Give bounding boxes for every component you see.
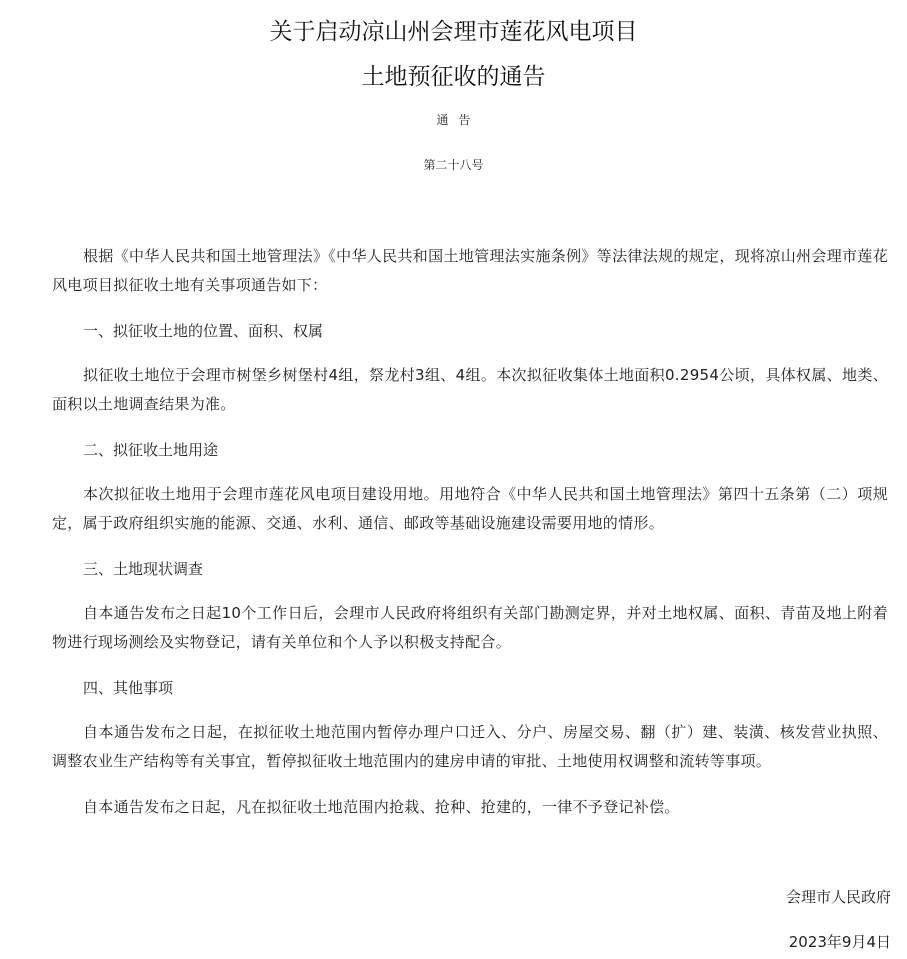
section-3-heading: 三、土地现状调查	[83, 560, 204, 578]
notice-label: 通告	[436, 113, 481, 127]
section-4-body-2: 自本通告发布之日起，凡在拟征收土地范围内抢栽、抢种、抢建的，一律不予登记补偿。	[83, 798, 680, 816]
issue-date: 2023年9月4日	[788, 933, 891, 951]
document-number: 第二十八号	[423, 158, 484, 172]
section-2-body: 本次拟征收土地用于会理市莲花风电项目建设用地。用地符合《中华人民共和国土地管理法》第四十五条第（二）项规定，属于政府组织实施的能源、交通、水利、通信、邮政等基础设施建设需要用地的情形。	[52, 485, 888, 532]
issuer: 会理市人民政府	[785, 888, 891, 906]
intro-paragraph: 根据《中华人民共和国土地管理法》《中华人民共和国土地管理法实施条例》等法律法规的规定，现将凉山州会理市莲花风电项目拟征收土地有关事项通告如下：	[52, 247, 888, 294]
document-title-line2: 土地预征收的通告	[361, 64, 546, 90]
section-2-heading: 二、拟征收土地用途	[83, 441, 219, 459]
section-1-heading: 一、拟征收土地的位置、面积、权属	[83, 322, 324, 340]
section-3-body: 自本通告发布之日起10个工作日后，会理市人民政府将组织有关部门勘测定界，并对土地权属、面积、青苗及地上附着物进行现场测绘及实物登记，请有关单位和个人予以积极支持配合。	[52, 604, 888, 651]
document-title-line1: 关于启动凉山州会理市莲花风电项目	[269, 19, 638, 45]
section-4-heading: 四、其他事项	[83, 679, 174, 697]
section-1-body: 拟征收土地位于会理市树堡乡树堡村4组，祭龙村3组、4组。本次拟征收集体土地面积0.2954公顷，具体权属、地类、面积以土地调查结果为准。	[52, 366, 888, 413]
section-4-body: 自本通告发布之日起，在拟征收土地范围内暂停办理户口迁入、分户、房屋交易、翻（扩）建、装潢、核发营业执照、调整农业生产结构等有关事宜，暂停拟征收土地范围内的建房申请的审批、土地使用权调整和流转等事项。	[52, 723, 888, 770]
